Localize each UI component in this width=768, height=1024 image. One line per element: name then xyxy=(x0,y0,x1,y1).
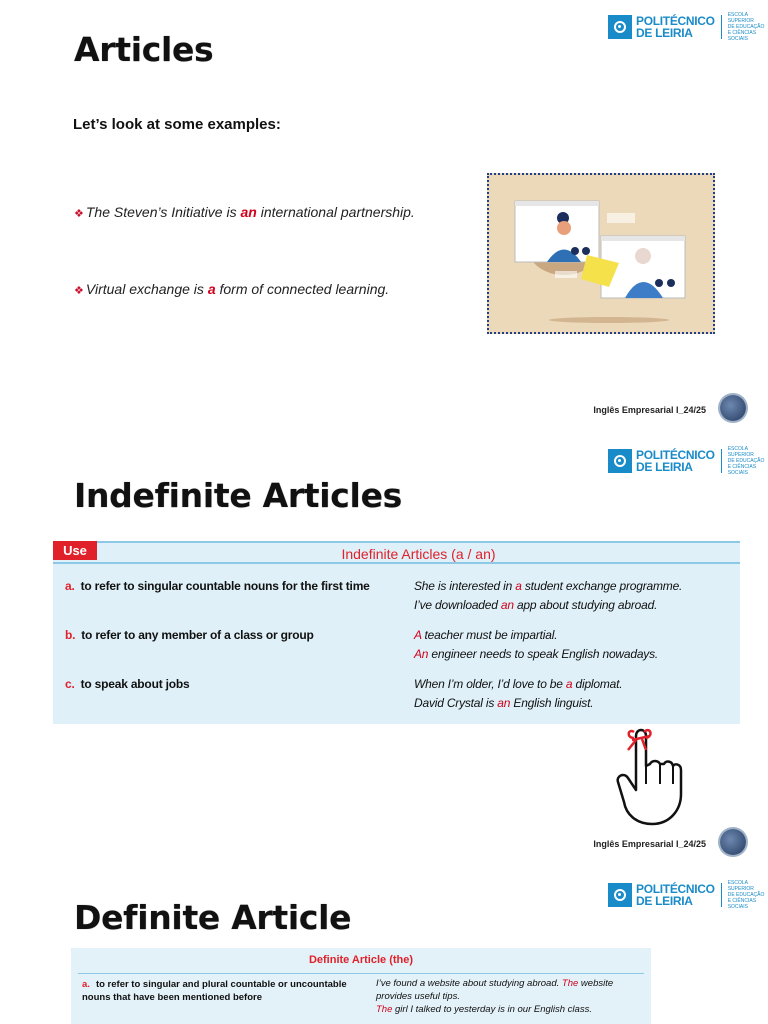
article-highlight: a xyxy=(207,281,216,297)
article-highlight: an xyxy=(500,598,514,612)
footer-course: Inglês Empresarial I_24/25 xyxy=(593,405,706,415)
slide-subtitle: Let’s look at some examples: xyxy=(73,116,281,133)
table-row-examples: When I’m older, I’d love to be a diplomat. David Crystal is an English linguist. xyxy=(414,677,623,710)
article-highlight: The xyxy=(376,1004,393,1015)
logo-school-line2: DE EDUCAÇÃO xyxy=(727,892,765,898)
table-title: Indefinite Articles (a / an) xyxy=(97,541,740,563)
article-highlight: A xyxy=(414,628,422,642)
article-highlight: an xyxy=(240,204,257,220)
logo-name-line1: POLITÉCNICO xyxy=(636,14,715,28)
diamond-bullet-icon: ❖ xyxy=(74,208,84,220)
logo-school-line2: DE EDUCAÇÃO xyxy=(727,458,765,464)
example-sentence: ❖ The Steven’s Initiative is an international partnership. xyxy=(74,204,415,220)
logo-school-line3: E CIÊNCIAS SOCIAIS xyxy=(727,898,757,910)
politecnico-logo xyxy=(608,446,768,476)
reminder-finger-icon xyxy=(612,724,688,828)
slide-indefinite-articles xyxy=(0,434,768,868)
logo-name-line2: DE LEIRIA xyxy=(636,26,693,40)
slide-articles xyxy=(0,0,768,434)
politecnico-logo xyxy=(608,880,768,910)
logo-school-line1: ESCOLA SUPERIOR xyxy=(727,12,754,24)
globe-icon xyxy=(720,395,746,421)
article-highlight: a xyxy=(565,677,573,691)
logo-school-line2: DE EDUCAÇÃO xyxy=(727,24,765,30)
article-highlight: a xyxy=(515,579,522,593)
logo-name-line2: DE LEIRIA xyxy=(636,894,693,908)
slide-title: Articles xyxy=(74,30,214,69)
logo-school-line1: ESCOLA SUPERIOR xyxy=(727,446,754,458)
table-row-examples: She is interested in a student exchange programme. I’ve downloaded an app about studying abroad. xyxy=(414,579,683,612)
logo-school-line1: ESCOLA SUPERIOR xyxy=(727,880,754,892)
logo-mark-icon xyxy=(608,449,632,473)
politecnico-logo xyxy=(608,12,768,42)
article-highlight: an xyxy=(497,696,511,710)
example-sentence: ❖ Virtual exchange is a form of connected learning. xyxy=(74,281,390,297)
table-row-use: b. to refer to any member of a class or group xyxy=(65,628,314,642)
table-row-use: a. to refer to singular and plural countable or uncountable nouns that have been mentioned before xyxy=(82,979,347,1003)
logo-mark-icon xyxy=(608,15,632,39)
article-highlight: An xyxy=(414,647,429,661)
logo-mark-icon xyxy=(608,883,632,907)
video-call-illustration xyxy=(487,173,715,334)
table-row-use: c. to speak about jobs xyxy=(65,677,190,691)
slide-title: Indefinite Articles xyxy=(74,476,402,515)
logo-name-line1: POLITÉCNICO xyxy=(636,882,715,896)
diamond-bullet-icon: ❖ xyxy=(74,285,84,297)
logo-school-line3: E CIÊNCIAS SOCIAIS xyxy=(727,30,757,42)
logo-name-line2: DE LEIRIA xyxy=(636,460,693,474)
article-highlight: The xyxy=(561,978,579,989)
footer-course: Inglês Empresarial I_24/25 xyxy=(593,839,706,849)
table-row-examples: I’ve found a website about studying abroad. The website provides useful tips. The girl I talked to yesterday is in our English class. xyxy=(376,978,614,1015)
table-title: Definite Article (the) xyxy=(308,954,414,966)
slide-definite-article xyxy=(0,868,768,1024)
globe-icon xyxy=(720,829,746,855)
table-row-use: a. to refer to singular countable nouns for the first time xyxy=(65,579,370,593)
slide-title: Definite Article xyxy=(74,898,352,937)
use-tag: Use xyxy=(53,541,97,560)
logo-school-line3: E CIÊNCIAS SOCIAIS xyxy=(727,464,757,476)
table-row-examples: A teacher must be impartial. An engineer needs to speak English nowadays. xyxy=(414,628,659,661)
logo-name-line1: POLITÉCNICO xyxy=(636,448,715,462)
